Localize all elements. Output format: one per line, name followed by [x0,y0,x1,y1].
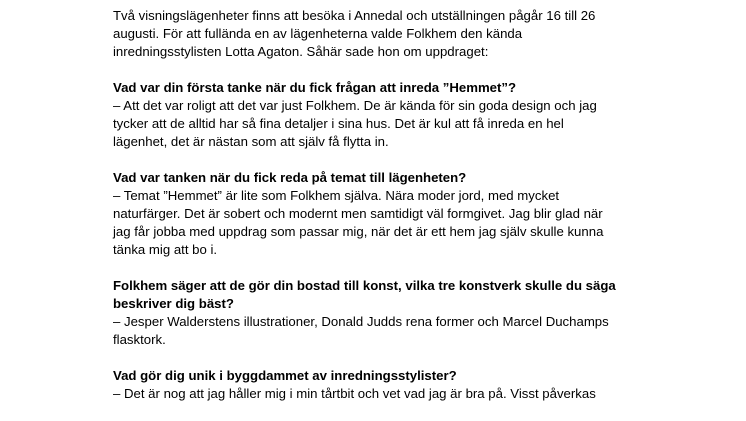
intro-line: inredningsstylisten Lotta Agaton. Såhär sade hon om uppdraget: [113,44,489,59]
answer-line: – Temat ”Hemmet” är lite som Folkhem själva. Nära moder jord, med mycket [113,188,560,203]
qa-block-4 [113,367,653,403]
question-line: Folkhem säger att de gör din bostad till konst, vilka tre konstverk skulle du säga [113,278,616,293]
intro-line: Två visningslägenheter finns att besöka i Annedal och utställningen pågår 16 till 26 [113,8,596,23]
answer-line: lägenhet, det är nästan som att själv få flytta in. [113,134,389,149]
qa-block-3 [113,277,653,349]
answer-line: tycker att de alltid har så fina detaljer i sina hus. Det är kul att få inreda en hel [113,116,564,131]
qa-block-1 [113,79,653,151]
question-line: Vad var din första tanke när du fick frågan att inreda ”Hemmet”? [113,80,517,95]
answer-line: tänka mig att bo i. [113,242,218,257]
question-line: Vad var tanken när du fick reda på temat till lägenheten? [113,170,467,185]
answer-line: – Det är nog att jag håller mig i min tårtbit och vet vad jag är bra på. Visst påverkas [113,386,596,401]
question-line: Vad gör dig unik i byggdammet av inredningsstylister? [113,368,457,383]
intro-paragraph [113,7,653,61]
answer-line: – Jesper Walderstens illustrationer, Donald Judds rena former och Marcel Duchamps [113,314,609,329]
answer-line: flasktork. [113,332,166,347]
question-line: beskriver dig bäst? [113,296,234,311]
answer-line: jag får jobba med uppdrag som passar mig, när det är ett hem jag själv skulle kunna [113,224,604,239]
answer-line: – Att det var roligt att det var just Folkhem. De är kända för sin goda design och jag [113,98,597,113]
qa-block-2 [113,169,653,259]
answer-line: naturfärger. Det är sobert och modernt men samtidigt väl formgivet. Jag blir glad när [113,206,603,221]
intro-line: augusti. För att fullända en av lägenheterna valde Folkhem den kända [113,26,523,41]
document-page [113,7,653,421]
